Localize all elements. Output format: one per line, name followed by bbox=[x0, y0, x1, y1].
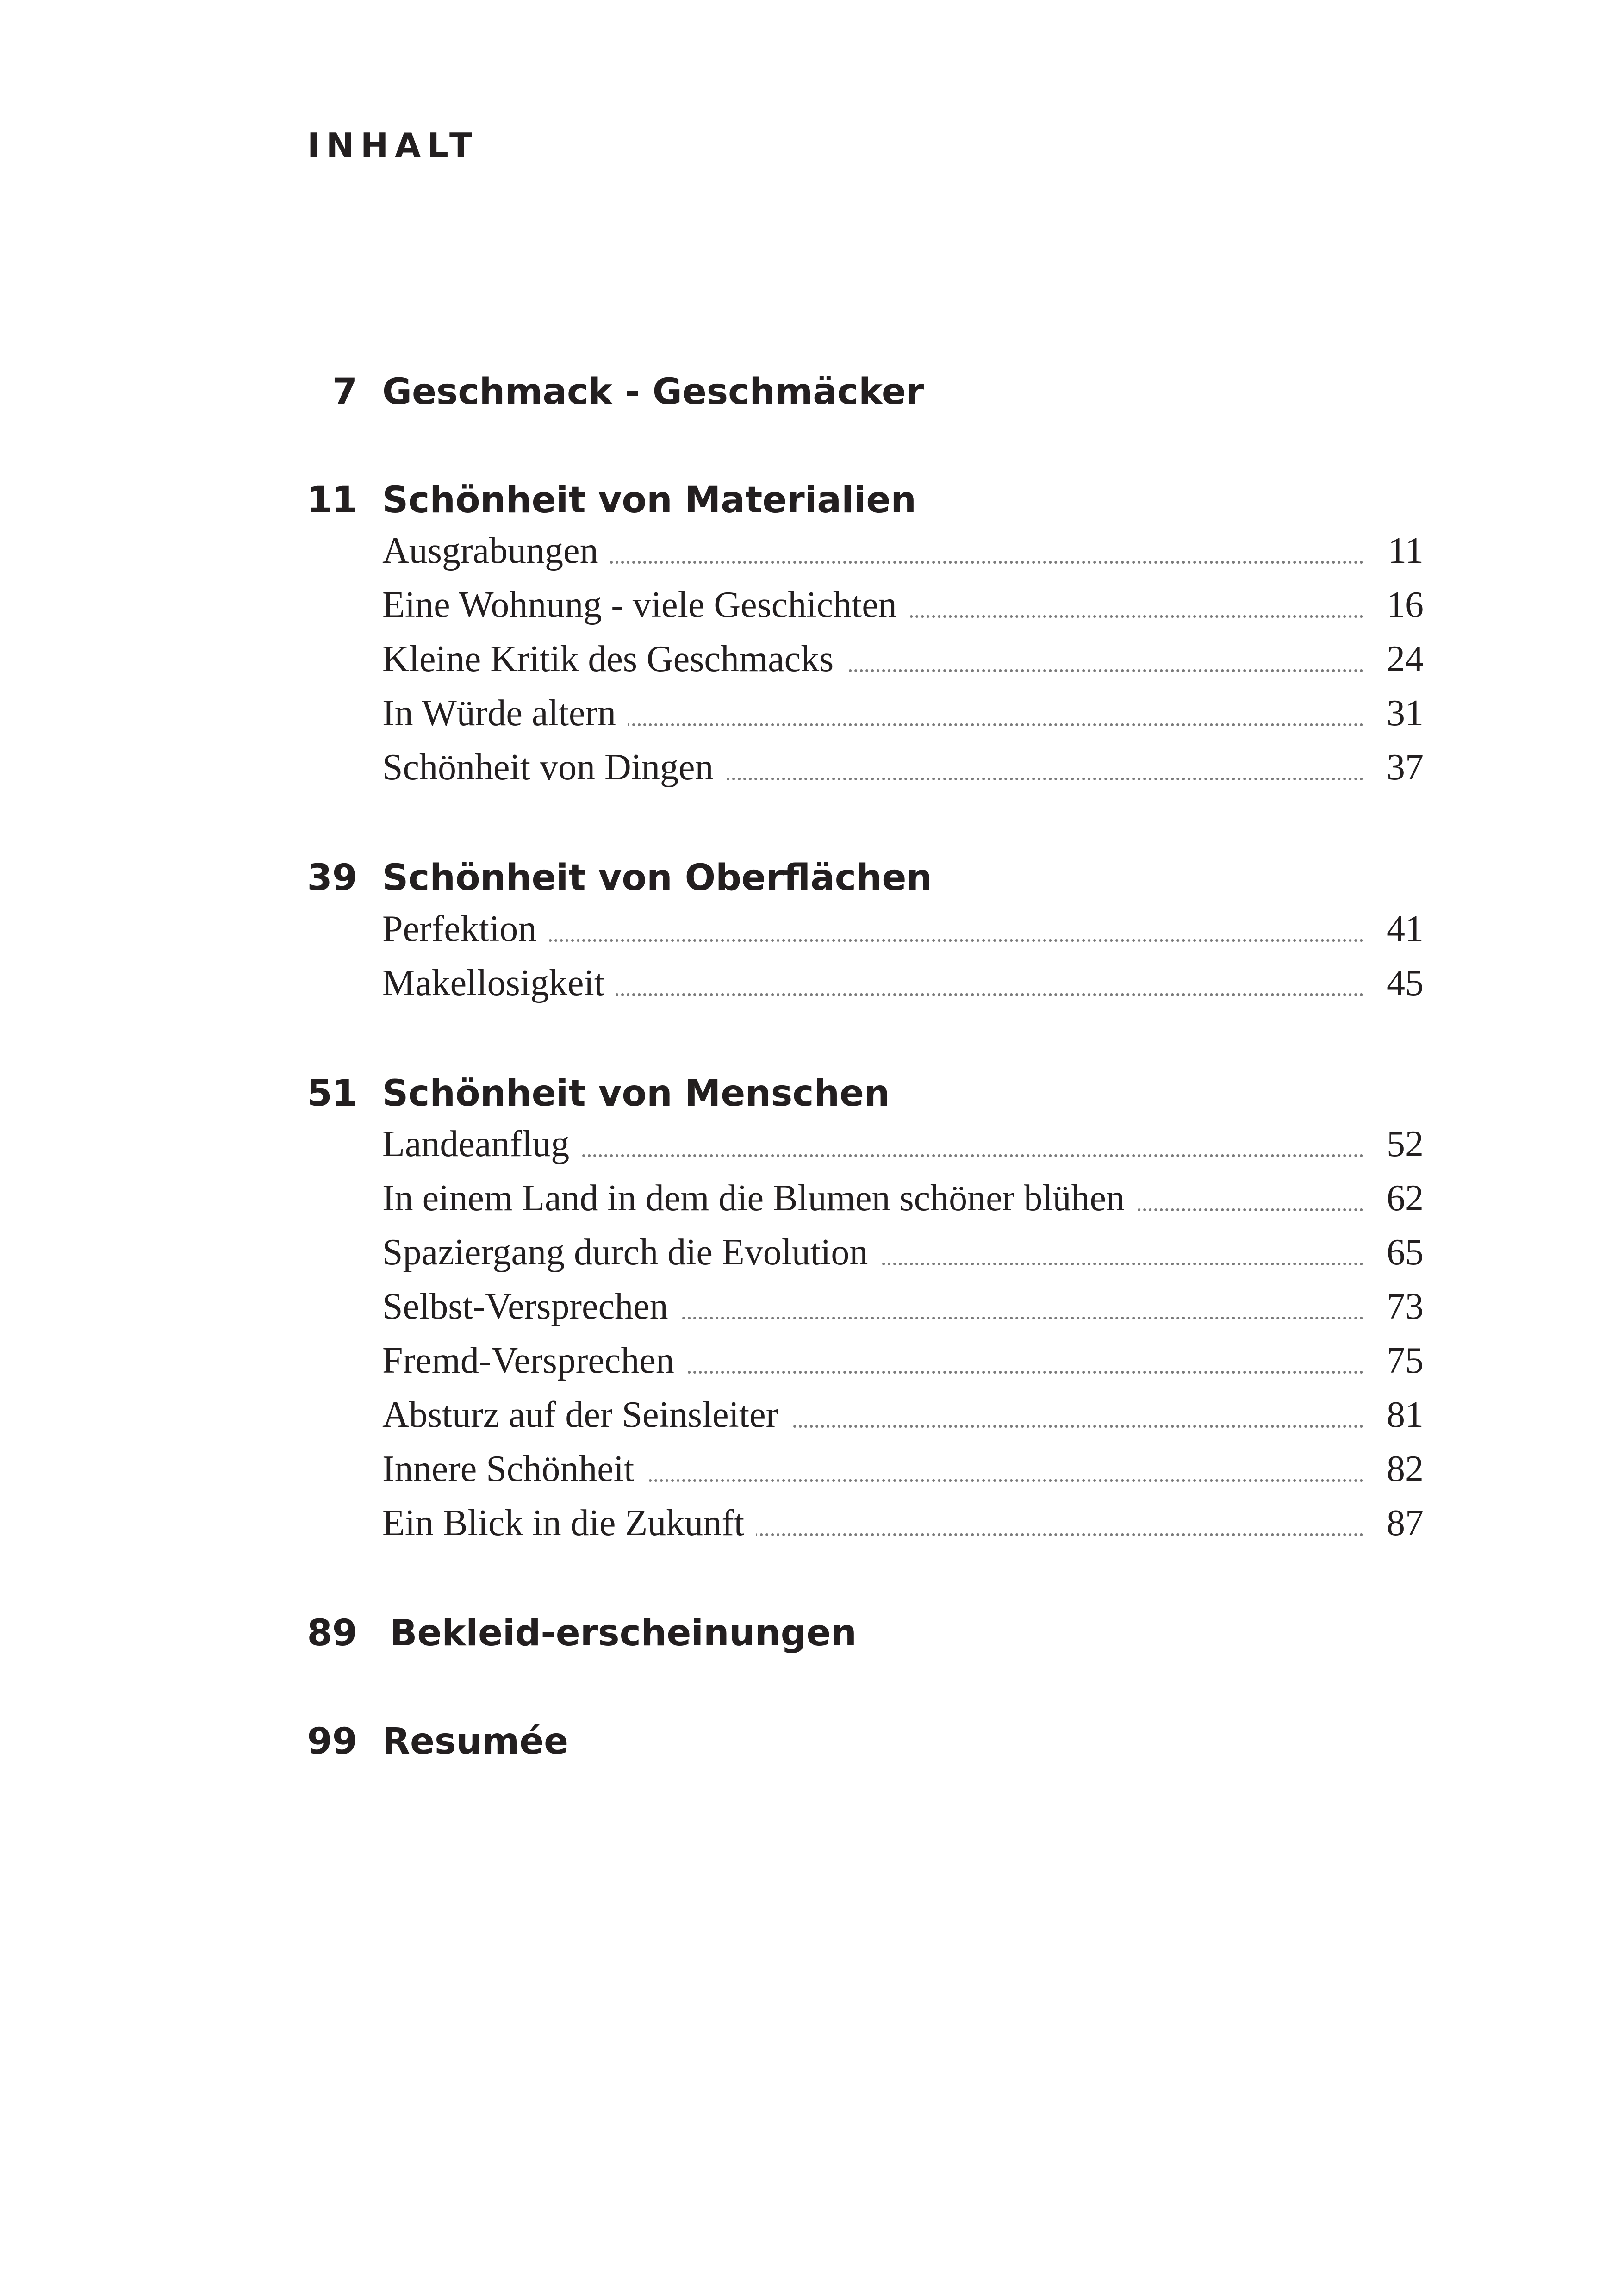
toc-entry[interactable] bbox=[382, 960, 1424, 1006]
section-title: Schönheit von Materialien bbox=[382, 479, 916, 521]
entry-title: Absturz auf der Seinsleiter bbox=[382, 1392, 790, 1438]
entry-title: Selbst-Versprechen bbox=[382, 1283, 680, 1330]
section-page-number: 7 bbox=[332, 371, 357, 413]
entry-page-number: 16 bbox=[1387, 585, 1424, 625]
entry-title: In Würde altern bbox=[382, 690, 628, 736]
toc-entry[interactable] bbox=[382, 1283, 1424, 1330]
entry-page-number: 62 bbox=[1387, 1178, 1424, 1219]
entry-title: Kleine Kritik des Geschmacks bbox=[382, 636, 846, 682]
entry-title: Ausgrabungen bbox=[382, 528, 610, 574]
section-title: Bekleid-erscheinungen bbox=[390, 1612, 857, 1654]
toc-entry[interactable] bbox=[382, 1392, 1424, 1438]
toc-entry[interactable] bbox=[382, 744, 1424, 790]
entry-page-number: 11 bbox=[1388, 530, 1424, 571]
entry-title: Perfektion bbox=[382, 906, 548, 952]
entry-page-number: 73 bbox=[1387, 1286, 1424, 1327]
entry-page-number: 52 bbox=[1387, 1124, 1424, 1164]
toc-entry[interactable] bbox=[382, 1500, 1424, 1546]
entry-page-number: 75 bbox=[1387, 1340, 1424, 1381]
entry-title: Schönheit von Dingen bbox=[382, 744, 725, 790]
entry-title: Innere Schönheit bbox=[382, 1446, 646, 1492]
toc-entry[interactable] bbox=[382, 906, 1424, 952]
entry-page-number: 31 bbox=[1387, 693, 1424, 734]
entry-page-number: 45 bbox=[1387, 963, 1424, 1003]
page-title: INHALT bbox=[307, 126, 479, 165]
entry-page-number: 87 bbox=[1387, 1503, 1424, 1543]
section-title: Resumée bbox=[382, 1721, 568, 1762]
entry-title: Ein Blick in die Zukunft bbox=[382, 1500, 756, 1546]
toc-entry[interactable] bbox=[382, 690, 1424, 736]
toc-entry[interactable] bbox=[382, 636, 1424, 682]
section-page-number: 99 bbox=[307, 1721, 357, 1762]
toc-entry[interactable] bbox=[382, 1229, 1424, 1276]
entry-page-number: 81 bbox=[1387, 1394, 1424, 1435]
entry-page-number: 37 bbox=[1387, 747, 1424, 788]
entry-title: In einem Land in dem die Blumen schöner blühen bbox=[382, 1175, 1137, 1221]
toc-entry[interactable] bbox=[382, 1338, 1424, 1384]
entry-page-number: 82 bbox=[1387, 1449, 1424, 1489]
entry-title: Spaziergang durch die Evolution bbox=[382, 1229, 880, 1276]
entry-page-number: 41 bbox=[1387, 908, 1424, 949]
toc-entry[interactable] bbox=[382, 1446, 1424, 1492]
entry-title: Makellosigkeit bbox=[382, 960, 616, 1006]
toc-entry[interactable] bbox=[382, 528, 1424, 574]
section-page-number: 11 bbox=[307, 479, 357, 521]
section-page-number: 51 bbox=[307, 1073, 357, 1114]
section-title: Geschmack - Geschmäcker bbox=[382, 371, 924, 413]
section-title: Schönheit von Menschen bbox=[382, 1073, 890, 1114]
entry-title: Landeanflug bbox=[382, 1121, 581, 1167]
toc-entry[interactable] bbox=[382, 1121, 1424, 1167]
entry-page-number: 65 bbox=[1387, 1232, 1424, 1273]
entry-title: Fremd-Versprechen bbox=[382, 1338, 686, 1384]
section-title: Schönheit von Oberflächen bbox=[382, 857, 932, 899]
section-page-number: 89 bbox=[307, 1612, 357, 1654]
entry-page-number: 24 bbox=[1387, 639, 1424, 679]
entry-title: Eine Wohnung - viele Geschichten bbox=[382, 582, 909, 628]
section-page-number: 39 bbox=[307, 857, 357, 899]
toc-entry[interactable] bbox=[382, 582, 1424, 628]
toc-entry[interactable] bbox=[382, 1175, 1424, 1221]
